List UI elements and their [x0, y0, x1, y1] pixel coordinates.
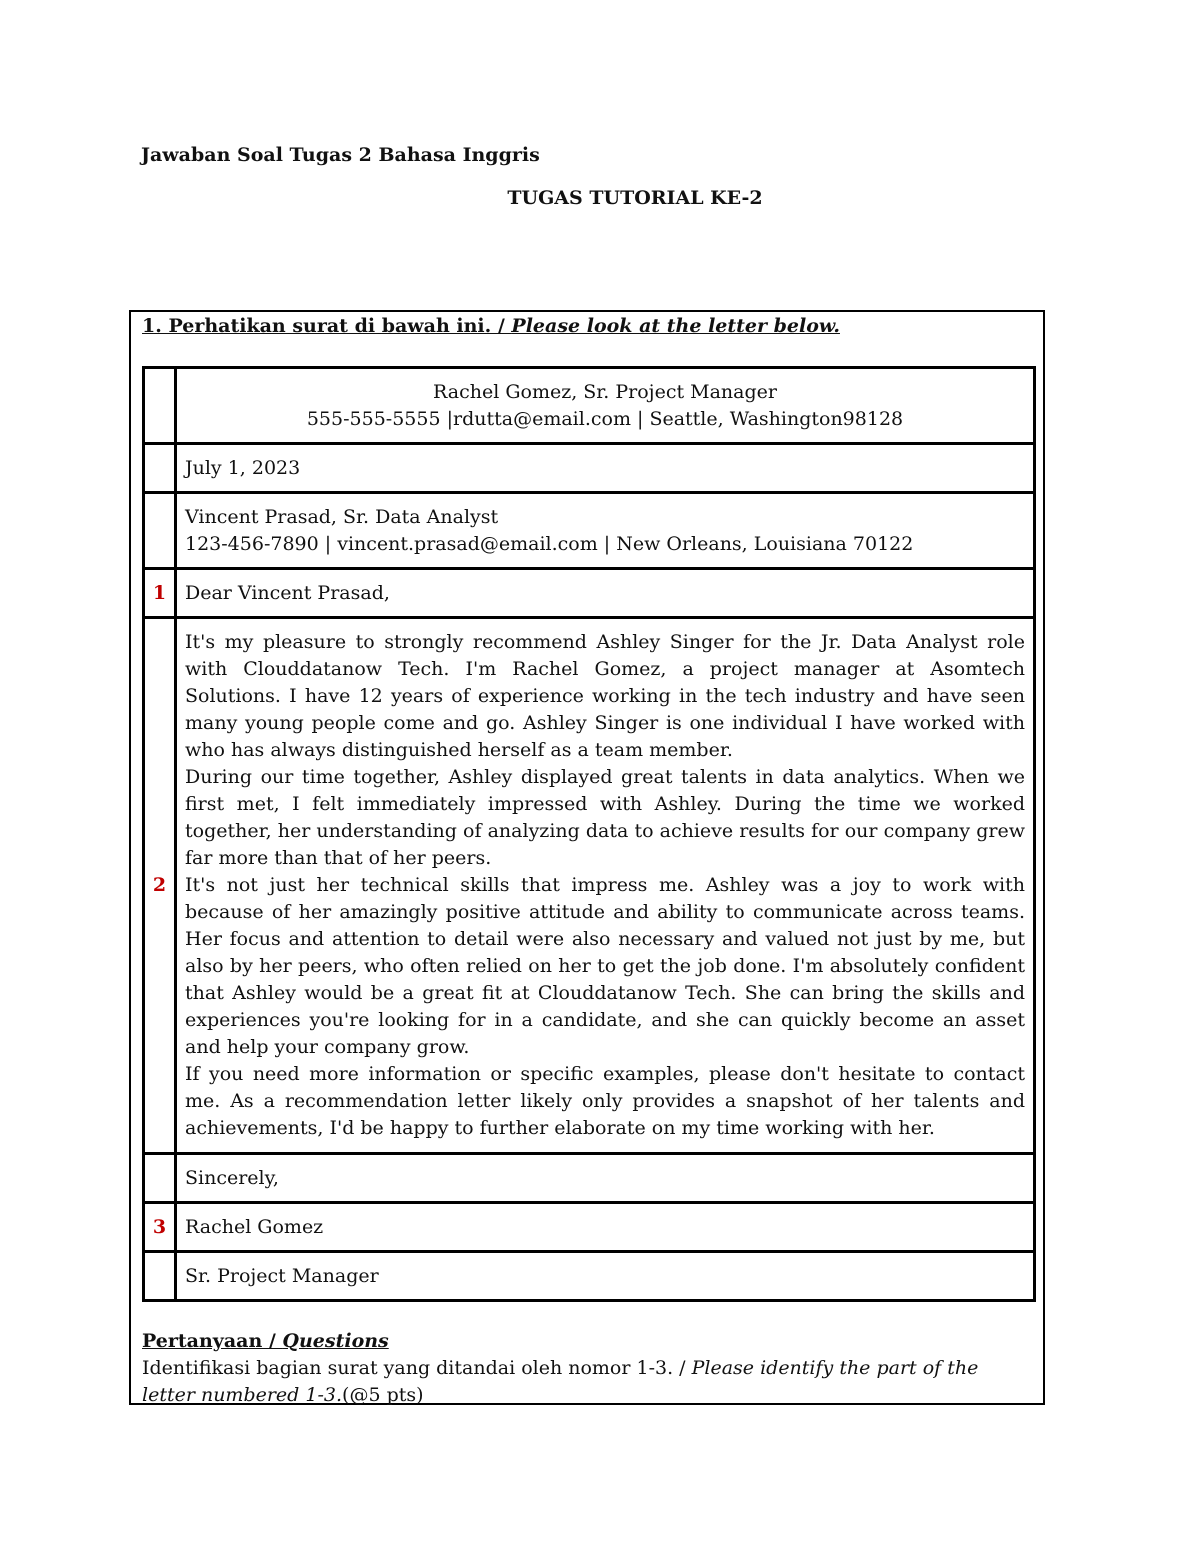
closing-cell: Sincerely, [176, 1154, 1035, 1203]
letter-row-recipient [144, 493, 1035, 569]
sender-cell [176, 368, 1035, 444]
instruction-line [142, 315, 840, 337]
sender-contact: 555-555-5555 |rdutta@email.com | Seattle, Washington98128 [306, 407, 904, 430]
letter-table [142, 366, 1036, 1302]
number-cell-empty [144, 1154, 176, 1203]
body-paragraph: It's my pleasure to strongly recommend Ashley Singer for the Jr. Data Analyst role with Clouddatanow Tech. I'm Rachel Gomez, a project manager at Asomtech Solutions. I have 12 years of experience working in the tech industry and have seen many young people come and go. Ashley Singer is one individual I have worked with who has always distinguished herself as a team member. [185, 631, 1025, 761]
task-box [129, 310, 1045, 1405]
question-points: (@5 pts) [342, 1384, 424, 1406]
body-paragraph: It's not just her technical skills that impress me. Ashley was a joy to work with because of her amazingly positive attitude and ability to communicate across teams. Her focus and attention to detail were also necessary and valued not just by me, but also by her peers, who often relied on her to get the job done. I'm absolutely confident that Ashley would be a great fit at Clouddatanow Tech. She can bring the skills and experiences you're looking for in a candidate, and she can quickly become an asset and help your company grow. [185, 874, 1025, 1058]
question-english: Please identify the part of the letter numbered 1-3. [142, 1357, 979, 1406]
salutation-cell: Dear Vincent Prasad, [176, 569, 1035, 618]
body-paragraph: During our time together, Ashley displayed great talents in data analytics. When we first met, I felt immediately impressed with Ashley. During the time we worked together, her understanding of analyzing data to achieve results for our company grew far more than that of her peers. [185, 766, 1025, 869]
number-label-2: 2 [144, 618, 176, 1154]
letter-row-signature [144, 1203, 1035, 1252]
number-label-3: 3 [144, 1203, 176, 1252]
sender-name: Rachel Gomez, Sr. Project Manager [433, 380, 777, 403]
instruction-english: Please look at the letter below. [511, 315, 840, 337]
number-cell-empty [144, 1252, 176, 1301]
questions-heading-indonesian: Pertanyaan / [142, 1330, 283, 1352]
document-title: Jawaban Soal Tugas 2 Bahasa Inggris [141, 144, 540, 166]
number-cell-empty [144, 368, 176, 444]
letter-row-date [144, 444, 1035, 493]
question-indonesian: Identifikasi bagian surat yang ditandai oleh nomor 1-3. / [142, 1357, 692, 1379]
number-cell-empty [144, 444, 176, 493]
date-cell: July 1, 2023 [176, 444, 1035, 493]
signature-name-cell: Rachel Gomez [176, 1203, 1035, 1252]
recipient-cell [176, 493, 1035, 569]
letter-row-closing [144, 1154, 1035, 1203]
recipient-contact: 123-456-7890 | vincent.prasad@email.com | New Orleans, Louisiana 70122 [185, 532, 914, 555]
number-cell-empty [144, 493, 176, 569]
questions-section [142, 1328, 1032, 1409]
letter-row-title [144, 1252, 1035, 1301]
question-text [142, 1355, 1032, 1409]
signature-title-cell: Sr. Project Manager [176, 1252, 1035, 1301]
recipient-name: Vincent Prasad, Sr. Data Analyst [185, 505, 499, 528]
tutorial-heading: TUGAS TUTORIAL KE-2 [507, 187, 763, 209]
instruction-indonesian: 1. Perhatikan surat di bawah ini. / [142, 315, 512, 337]
letter-row-sender [144, 368, 1035, 444]
questions-heading [142, 1328, 1032, 1355]
letter-row-salutation [144, 569, 1035, 618]
letter-row-body [144, 618, 1035, 1154]
questions-heading-english: Questions [282, 1330, 389, 1352]
number-label-1: 1 [144, 569, 176, 618]
body-cell [176, 618, 1035, 1154]
body-paragraph: If you need more information or specific examples, please don't hesitate to contact me. As a recommendation letter likely only provides a snapshot of her talents and achievements, I'd be happy to further elaborate on my time working with her. [185, 1063, 1025, 1139]
